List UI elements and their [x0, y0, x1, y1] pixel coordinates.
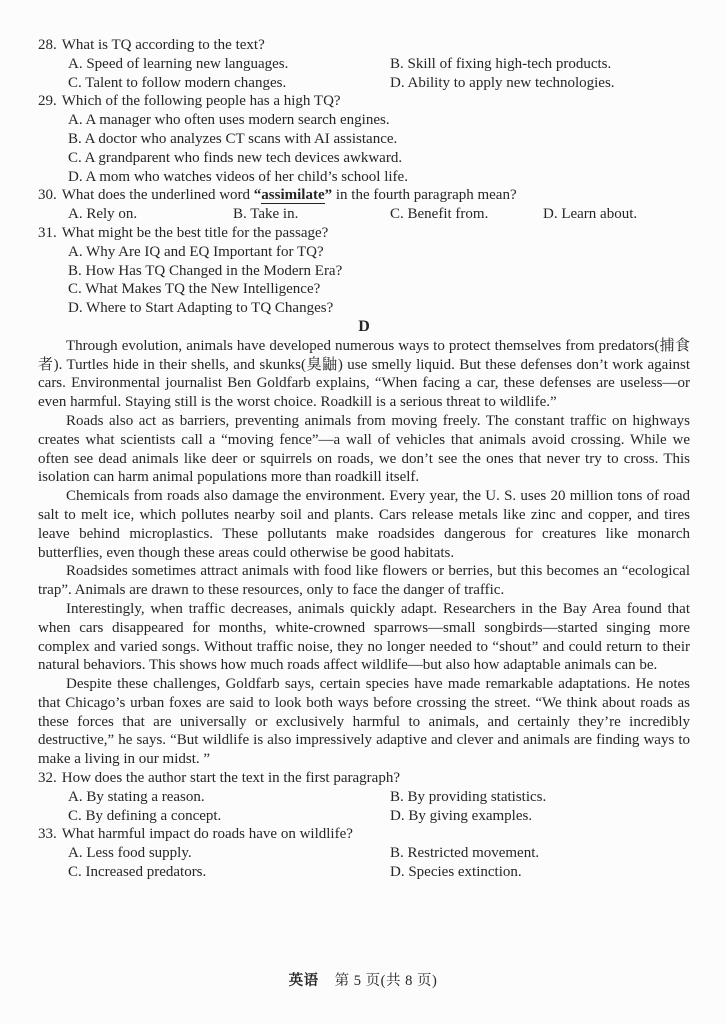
passage-paragraph-1: Through evolution, animals have developed numerous ways to protect themselves from predators(捕食者). Turtles hide in their shells, and skunks(臭鼬) use smelly liquid. But these defenses don’t work against cars. Environmental journalist Ben Goldfarb explains, “When facing a car, these defenses are useless—or even harmful. Staying still is the worst choice. Roadkill is a serious threat to wildlife.”: [38, 337, 690, 411]
underlined-word: assimilate: [261, 187, 325, 204]
question-stem: [38, 186, 690, 205]
question-stem-text: What is TQ according to the text?: [61, 37, 265, 53]
question-block-28: [38, 36, 690, 92]
question-block-32: [38, 769, 690, 825]
option: A. Why Are IQ and EQ Important for TQ?: [68, 243, 324, 260]
option: B. How Has TQ Changed in the Modern Era?: [68, 262, 343, 279]
options-grid: [68, 788, 690, 826]
option: B. By providing statistics.: [390, 788, 547, 805]
question-stem: [38, 825, 690, 844]
option: A. Speed of learning new languages.: [68, 55, 289, 72]
option: C. A grandparent who finds new tech devices awkward.: [68, 149, 403, 166]
option: C. By defining a concept.: [68, 807, 222, 824]
question-block-29: [38, 92, 690, 186]
question-number: 30.: [38, 187, 57, 204]
question-block-33: [38, 825, 690, 881]
question-block-31: [38, 224, 690, 318]
options-list: [38, 111, 690, 186]
question-stem-text: What might be the best title for the passage?: [61, 224, 329, 241]
passage-paragraph-6: Despite these challenges, Goldfarb says, certain species have made remarkable adaptations. He notes that Chicago’s urban foxes are said to look both ways before crossing the street. “We think about roads as these forces that are universally or exclusively harmful to animals, and certainly they’re incredibly destructive,” he says. “But wildlife is also impressively adaptive and clever and animals are finding ways to make a living in our midst. ”: [38, 676, 690, 768]
passage-paragraph-5: Interestingly, when traffic decreases, animals quickly adapt. Researchers in the Bay Area found that when cars disappeared for months, white-crowned sparrows—small songbirds—started singing more complex and varied songs. Without traffic noise, they no longer needed to “shout” and could return to their natural behaviors. This shows how much roads affect wildlife—but also how adaptable animals can be.: [38, 600, 690, 674]
footer-page-number: 第 5 页(共 8 页): [334, 973, 438, 989]
question-block-30: [38, 186, 690, 224]
option: A. A manager who often uses modern search engines.: [68, 112, 390, 129]
question-stem-text: How does the author start the text in the first paragraph?: [61, 770, 400, 787]
underlined-word-quoted: [254, 187, 332, 204]
option: D. A mom who watches videos of her child’s school life.: [68, 168, 408, 185]
question-number: 31.: [38, 224, 57, 241]
option: D. Where to Start Adapting to TQ Changes?: [68, 300, 334, 317]
section-d-label: D: [358, 317, 370, 335]
question-number: 32.: [38, 770, 57, 787]
option: C. Talent to follow modern changes.: [68, 74, 287, 91]
option: B. Restricted movement.: [390, 845, 540, 862]
question-stem: [38, 769, 690, 788]
option: B. A doctor who analyzes CT scans with AI assistance.: [68, 130, 398, 147]
option: C. What Makes TQ the New Intelligence?: [68, 281, 321, 298]
options-grid: [68, 205, 690, 224]
question-stem: [38, 224, 690, 243]
option: C. Benefit from.: [390, 206, 489, 223]
options-grid: [68, 55, 690, 93]
question-number: 29.: [38, 93, 57, 110]
question-stem-text: What harmful impact do roads have on wildlife?: [61, 826, 353, 843]
option: B. Take in.: [233, 206, 299, 223]
option: D. Ability to apply new technologies.: [390, 74, 615, 91]
exam-content: [38, 36, 690, 882]
stem-text-after: in the fourth paragraph mean?: [332, 187, 517, 204]
question-stem: [38, 92, 690, 111]
footer-subject: 英语: [288, 973, 319, 989]
page-footer: [0, 969, 726, 990]
passage-paragraph-4: Roadsides sometimes attract animals with food like flowers or berries, but this becomes an “ecological trap”. Animals are drawn to these resources, only to face the danger of traffic.: [38, 563, 690, 599]
passage: [38, 337, 690, 769]
open-quote: “: [253, 187, 262, 204]
option: A. Less food supply.: [68, 845, 192, 862]
option: A. Rely on.: [68, 206, 138, 223]
option: C. Increased predators.: [68, 864, 207, 881]
stem-text-before: What does the underlined word: [61, 187, 254, 204]
close-quote: ”: [324, 187, 333, 204]
options-list: [38, 243, 690, 318]
question-stem-text: Which of the following people has a high TQ?: [61, 93, 341, 110]
option: B. Skill of fixing high-tech products.: [390, 55, 612, 72]
passage-paragraph-2: Roads also act as barriers, preventing animals from moving freely. The constant traffic on highways creates what scientists call a “moving fence”—a wall of vehicles that animals avoid crossing. While we often see dead animals like deer or squirrels on roads, we don’t see the ones that never try to cross. This isolation can harm animal populations more than roadkill itself.: [38, 412, 690, 486]
option: A. By stating a reason.: [68, 788, 205, 805]
question-stem: [38, 36, 690, 55]
passage-paragraph-3: Chemicals from roads also damage the environment. Every year, the U. S. uses 20 million tons of road salt to melt ice, which pollutes nearby soil and plants. Cars release metals like zinc and copper, and tires leave behind microplastics. These pollutants make roadsides dangerous for creatures like monarch butterflies, even though these areas could otherwise be good habitats.: [38, 488, 690, 561]
option: D. By giving examples.: [390, 807, 533, 824]
option: D. Species extinction.: [390, 864, 522, 881]
question-stem-text: [62, 187, 517, 204]
question-number: 28.: [38, 37, 57, 53]
options-grid: [68, 844, 690, 882]
question-number: 33.: [38, 826, 57, 843]
option: D. Learn about.: [543, 206, 638, 223]
